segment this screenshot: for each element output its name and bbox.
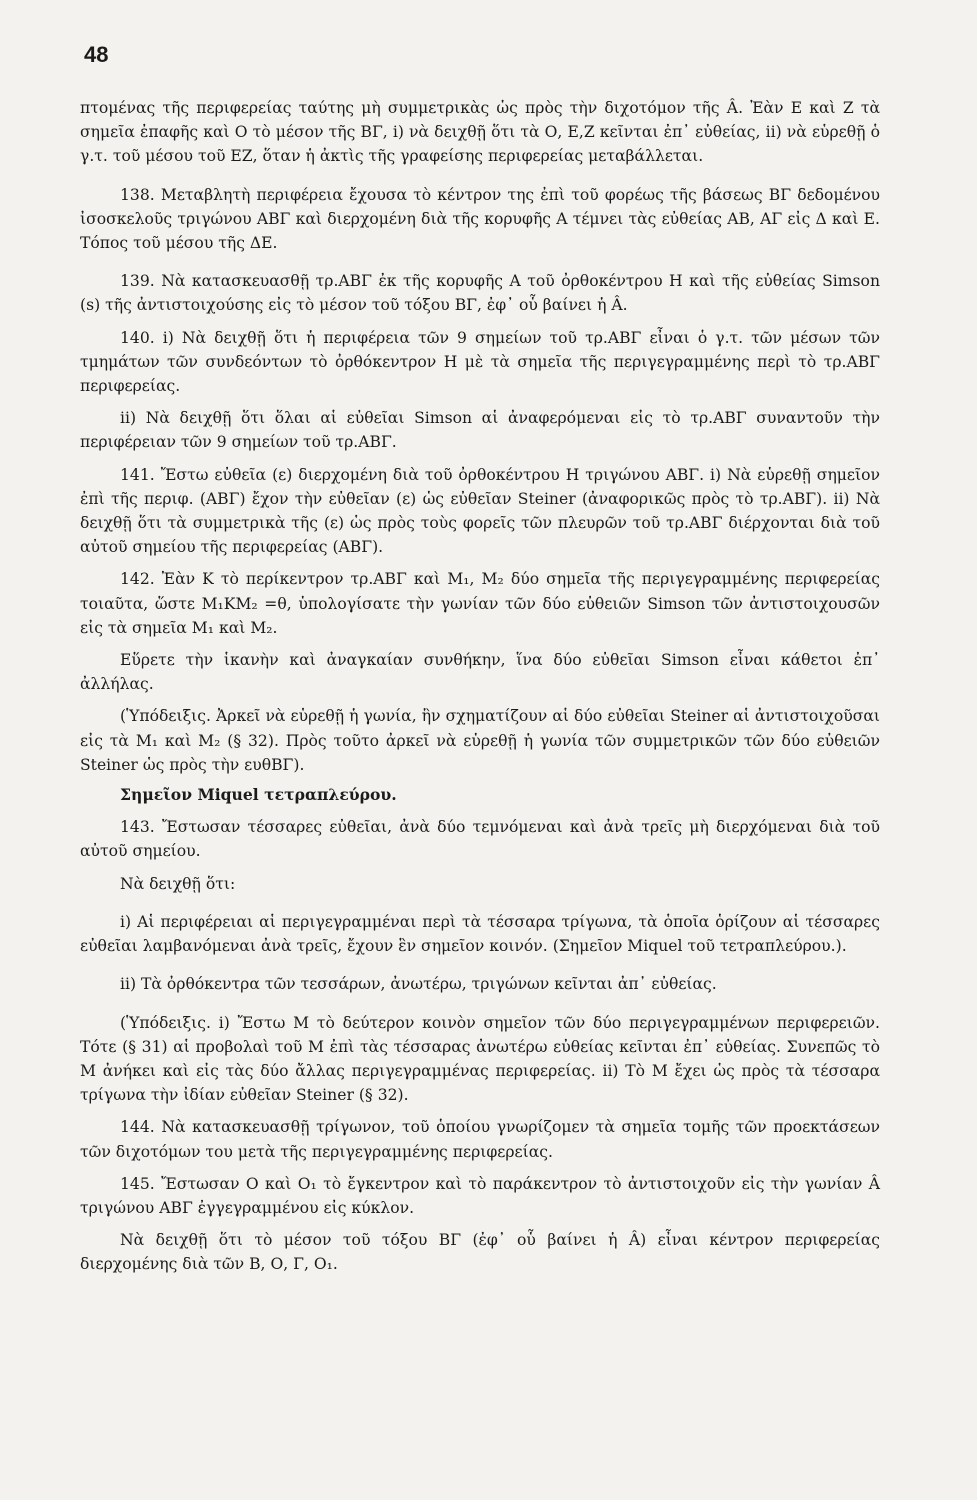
paragraph-138: 138. Μεταβλητὴ περιφέρεια ἔχουσα τὸ κέντρον της ἐπὶ τοῦ φορέως τῆς βάσεως ΒΓ δεδομένου ἰσοσκελοῦς τριγώνου ΑΒΓ καὶ διερχομένη διὰ τῆς κορυφῆς Α τέμνει τὰς εὐθείας ΑΒ, ΑΓ εἰς Δ καὶ Ε. Τόπος τοῦ μέσου τῆς ΔΕ. [80, 185, 880, 253]
paragraph-143-ii: ii) Τὰ ὀρθόκεντρα τῶν τεσσάρων, ἀνωτέρω, τριγώνων κεῖνται ἀπ᾽ εὐθείας. [120, 975, 717, 994]
paragraph-141: 141. Ἔστω εὐθεῖα (ε) διερχομένη διὰ τοῦ ὀρθοκέντρου Η τριγώνου ΑΒΓ. i) Νὰ εὑρεθῇ σημεῖον ἐπὶ τῆς περιφ. (ΑΒΓ) ἔχον τὴν εὐθεῖαν (ε) ὡς εὐθεῖαν Steiner (ἀναφορικῶς πρὸς τὸ τρ.ΑΒΓ). ii) Νὰ δειχθῇ ὅτι τὰ συμμετρικὰ τῆς (ε) ὡς πρὸς τοὺς φορεῖς τῶν πλευρῶν τοῦ τρ.ΑΒΓ διέρχονται διὰ τοῦ αὐτοῦ σημείου τῆς περιφερείας (ΑΒΓ). [80, 465, 880, 557]
paragraph-143-prompt: Νὰ δειχθῇ ὅτι: [120, 874, 236, 893]
paragraph-142: 142. Ἐὰν Κ τὸ περίκεντρον τρ.ΑΒΓ καὶ Μ₁, Μ₂ δύο σημεῖα τῆς περιγεγραμμένης περιφερείας τοιαῦτα, ὥστε Μ₁ΚΜ₂ =θ, ὑπολογίσατε τὴν γωνίαν τῶν δύο εὐθειῶν Simson τῶν ἀντιστοιχουσῶν εἰς τὰ σημεῖα Μ₁ καὶ Μ₂. [80, 570, 880, 637]
hint-142: (Ὑπόδειξις. Ἀρκεῖ νὰ εὑρεθῇ ἡ γωνία, ἣν σχηματίζουν αἱ δύο εὐθεῖαι Steiner αἱ ἀντιστοιχοῦσαι εἰς τὰ Μ₁ καὶ Μ₂ (§ 32). Πρὸς τοῦτο ἀρκεῖ νὰ εὑρεθῇ ἡ γωνία τῶν συμμετρικῶν τῶν δύο εὐθειῶν Steiner ὡς πρὸς τὴν ευθΒΓ). [80, 707, 880, 774]
paragraph-continuation: πτομένας τῆς περιφερείας ταύτης μὴ συμμετρικὰς ὡς πρὸς τὴν διχοτόμον τῆς Â. Ἐὰν Ε καὶ Ζ τὰ σημεῖα ἐπαφῆς καὶ Ο τὸ μέσον τῆς ΒΓ, i) νὰ δειχθῇ ὅτι τὰ Ο, Ε,Ζ κεῖνται ἐπ᾽ εὐθείας, ii) νὰ εὑρεθῇ ὁ γ.τ. τοῦ μέσου τοῦ ΕΖ, ὅταν ἡ ἀκτὶς τῆς γραφείσης περιφερείας μεταβάλλεται. [80, 99, 880, 166]
paragraph-140: 140. i) Νὰ δειχθῇ ὅτι ἡ περιφέρεια τῶν 9 σημείων τοῦ τρ.ΑΒΓ εἶναι ὁ γ.τ. τῶν μέσων τῶν τμημάτων τῶν συνδεόντων τὸ ὀρθόκεντρον Η μὲ τὰ σημεῖα τῆς περιγεγραμμένης περὶ τὸ τρ.ΑΒΓ περιφερείας. [80, 328, 880, 396]
paragraph-145: 145. Ἔστωσαν Ο καὶ Ο₁ τὸ ἔγκεντρον καὶ τὸ παράκεντρον τὸ ἀντιστοιχοῦν εἰς τὴν γωνίαν Â τριγώνου ΑΒΓ ἐγγεγραμμένου εἰς κύκλον. [80, 1174, 880, 1217]
hint-143: (Ὑπόδειξις. i) Ἔστω Μ τὸ δεύτερον κοινὸν σημεῖον τῶν δύο περιγεγραμμένων περιφερειῶν. Τότε (§ 31) αἱ προβολαὶ τοῦ Μ ἐπὶ τὰς τέσσαρας ἀνωτέρω εὐθείας κεῖνται ἐπ᾽ εὐθείας. Συνεπῶς τὸ Μ ἀνήκει καὶ εἰς τὰς δύο ἄλλας περιγεγραμμένας περιφερείας. ii) Τὸ Μ ἔχει ὡς πρὸς τὰ τέσσαρα τρίγωνα τὴν ἰδίαν εὐθεῖαν Steiner (§ 32). [80, 1013, 880, 1105]
paragraph-142-condition: Εὕρετε τὴν ἱκανὴν καὶ ἀναγκαίαν συνθήκην, ἵνα δύο εὐθεῖαι Simson εἶναι κάθετοι ἐπ᾽ ἀλλήλας. [80, 651, 880, 694]
paragraph-143: 143. Ἔστωσαν τέσσαρες εὐθεῖαι, ἀνὰ δύο τεμνόμεναι καὶ ἀνὰ τρεῖς μὴ διερχόμεναι διὰ τοῦ αὐτοῦ σημείου. [80, 818, 880, 861]
paragraph-139: 139. Νὰ κατασκευασθῇ τρ.ΑΒΓ ἐκ τῆς κορυφῆς Α τοῦ ὀρθοκέντρου Η καὶ τῆς εὐθείας Simson (s) τῆς ἀντιστοιχούσης εἰς τὸ μέσον τοῦ τόξου ΒΓ, ἐφ᾽ οὗ βαίνει ἡ Â. [80, 272, 880, 315]
page-body [80, 96, 880, 1277]
page-number: 48 [84, 42, 109, 67]
paragraph-145-claim: Νὰ δειχθῇ ὅτι τὸ μέσον τοῦ τόξου ΒΓ (ἐφ᾽ οὗ βαίνει ἡ Â) εἶναι κέντρον περιφερείας διερχομένης διὰ τῶν Β, Ο, Γ, Ο₁. [80, 1231, 880, 1274]
paragraph-143-i: i) Αἱ περιφέρειαι αἱ περιγεγραμμέναι περὶ τὰ τέσσαρα τρίγωνα, τὰ ὁποῖα ὁρίζουν αἱ τέσσαρες εὐθεῖαι λαμβανόμεναι ἀνὰ τρεῖς, ἔχουν ἓν σημεῖον κοινόν. (Σημεῖον Miquel τοῦ τετραπλεύρου.). [80, 912, 880, 956]
paragraph-140-ii: ii) Νὰ δειχθῇ ὅτι ὅλαι αἱ εὐθεῖαι Simson αἱ ἀναφερόμεναι εἰς τὸ τρ.ΑΒΓ συναντοῦν τὴν περιφέρειαν τῶν 9 σημείων τοῦ τρ.ΑΒΓ. [80, 409, 880, 452]
paragraph-144: 144. Νὰ κατασκευασθῇ τρίγωνον, τοῦ ὁποίου γνωρίζομεν τὰ σημεῖα τομῆς τῶν προεκτάσεων τῶν διχοτόμων του μετὰ τῆς περιγεγραμμένης περιφερείας. [80, 1118, 880, 1161]
section-heading-miquel: Σημεῖον Miquel τετραπλεύρου. [120, 785, 397, 805]
